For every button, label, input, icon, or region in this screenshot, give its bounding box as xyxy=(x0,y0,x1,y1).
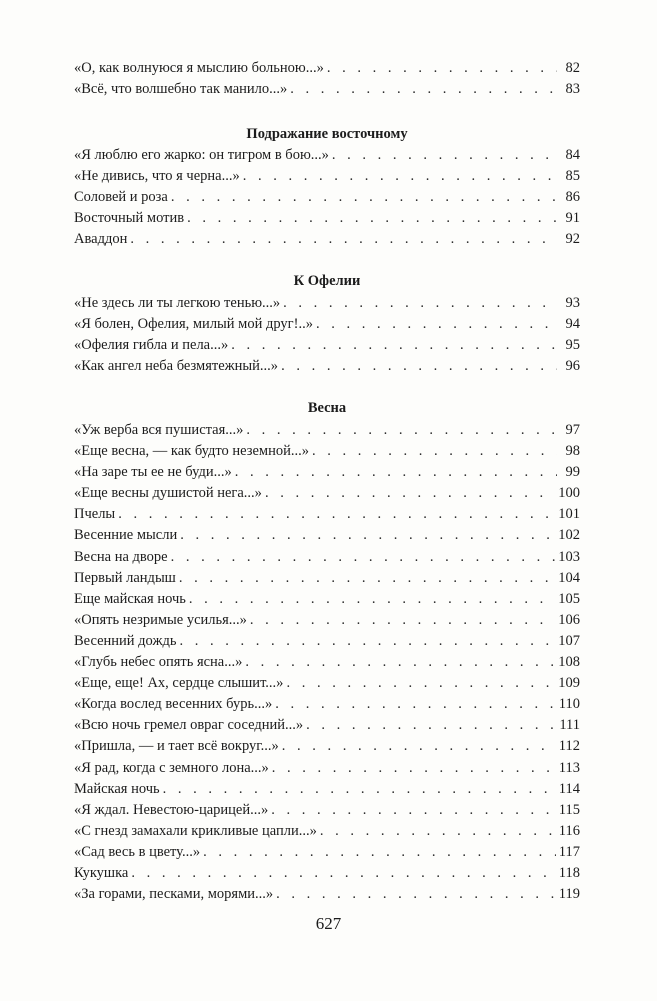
toc-entry-title: «Я рад, когда с земного лона...» xyxy=(74,759,269,776)
toc-entry-page: 113 xyxy=(558,759,580,776)
dot-leader xyxy=(171,187,557,208)
toc-entry xyxy=(74,736,580,757)
dot-leader xyxy=(250,610,555,631)
toc-entry-page: 112 xyxy=(558,738,580,755)
toc-entry-page: 92 xyxy=(565,231,580,248)
toc-entry xyxy=(74,462,580,483)
dot-leader xyxy=(180,525,555,546)
toc-entry xyxy=(74,631,580,652)
dot-leader xyxy=(265,483,555,504)
section-heading-ophelia: К Офелии xyxy=(293,273,361,289)
toc-entry xyxy=(74,145,580,166)
toc-entry-page: 105 xyxy=(558,590,580,607)
toc-entry-title: «Когда вослед весенних бурь...» xyxy=(74,696,273,713)
toc-entry xyxy=(74,58,580,79)
toc-entry xyxy=(74,800,580,821)
dot-leader xyxy=(163,779,556,800)
dot-leader xyxy=(118,504,555,525)
toc-entry-page: 114 xyxy=(558,780,580,797)
dot-leader xyxy=(231,335,557,356)
toc-entry-page: 116 xyxy=(558,822,580,839)
dot-leader xyxy=(235,462,557,483)
toc-entry-title: «Опять незримые усилья...» xyxy=(74,611,247,628)
toc-entry-title: «О, как волнуюся я мыслию больною...» xyxy=(74,60,324,76)
toc-entry-page: 104 xyxy=(558,569,580,586)
toc-entry xyxy=(74,293,580,314)
toc-entry-page: 103 xyxy=(558,548,580,565)
toc-entry-title: «Еще весны душистой нега...» xyxy=(74,485,262,502)
toc-entry xyxy=(74,821,580,842)
toc-entry-page: 86 xyxy=(565,189,580,206)
toc-entry xyxy=(74,504,580,525)
toc-block-oriental xyxy=(74,145,580,250)
dot-leader xyxy=(179,568,555,589)
dot-leader xyxy=(171,547,556,568)
toc-entry-page: 100 xyxy=(558,485,580,502)
toc-entry xyxy=(74,863,580,884)
toc-entry-page: 110 xyxy=(558,696,580,713)
toc-entry xyxy=(74,694,580,715)
toc-entry-title: «Глубь небес опять ясна...» xyxy=(74,654,243,671)
toc-entry-title: Майская ночь xyxy=(74,780,160,797)
toc-entry xyxy=(74,483,580,504)
toc-entry-title: Кукушка xyxy=(74,864,129,881)
toc-entry-page: 93 xyxy=(565,295,580,311)
toc-entry xyxy=(74,229,580,250)
toc-entry-page: 91 xyxy=(565,210,580,227)
dot-leader xyxy=(312,441,557,462)
dot-leader xyxy=(276,884,556,905)
toc-entry-page: 99 xyxy=(565,464,580,481)
toc-entry xyxy=(74,568,580,589)
toc-entry-page: 118 xyxy=(558,864,580,881)
toc-entry-page: 83 xyxy=(565,81,580,98)
toc-entry xyxy=(74,79,580,100)
toc-entry xyxy=(74,420,580,441)
toc-entry xyxy=(74,884,580,905)
toc-block-top xyxy=(74,58,580,100)
toc-entry-title: Первый ландыш xyxy=(74,569,176,586)
toc-entry-page: 111 xyxy=(559,717,580,734)
dot-leader xyxy=(131,863,555,884)
toc-entry-title: «За горами, песками, морями...» xyxy=(74,886,274,903)
toc-entry-title: «Не дивись, что я черна...» xyxy=(74,168,240,185)
toc-entry-title: Весенние мысли xyxy=(74,527,178,544)
dot-leader xyxy=(203,842,556,863)
dot-leader xyxy=(332,145,557,166)
dot-leader xyxy=(316,314,557,335)
toc-entry-page: 98 xyxy=(565,443,580,460)
toc-entry-title: «С гнезд замахали крикливые цапли...» xyxy=(74,822,317,839)
dot-leader xyxy=(272,758,556,779)
toc-entry-page: 97 xyxy=(565,422,580,438)
toc-entry xyxy=(74,779,580,800)
toc-entry-title: «Я люблю его жарко: он тигром в бою...» xyxy=(74,147,329,163)
toc-entry xyxy=(74,547,580,568)
toc-entry-title: «Всю ночь гремел овраг соседний...» xyxy=(74,717,304,734)
toc-entry-page: 101 xyxy=(558,506,580,523)
toc-entry-page: 117 xyxy=(558,843,580,860)
toc-entry xyxy=(74,187,580,208)
toc-entry-page: 106 xyxy=(558,611,580,628)
toc-entry-page: 107 xyxy=(558,632,580,649)
toc-entry-title: «Уж верба вся пушистая...» xyxy=(74,422,244,438)
toc-entry-page: 84 xyxy=(565,147,580,163)
toc-entry xyxy=(74,208,580,229)
toc-block-spring xyxy=(74,420,580,905)
toc-entry-title: «Сад весь в цвету...» xyxy=(74,843,201,860)
toc-entry xyxy=(74,842,580,863)
dot-leader xyxy=(275,694,556,715)
dot-leader xyxy=(179,631,555,652)
toc-entry-title: Пчелы xyxy=(74,506,116,523)
toc-entry-title: Восточный мотив xyxy=(74,210,185,227)
toc-entry-page: 85 xyxy=(565,168,580,185)
toc-entry-page: 96 xyxy=(565,358,580,375)
page-number: 627 xyxy=(315,914,342,933)
toc-entry-title: «Я болен, Офелия, милый мой друг!..» xyxy=(74,316,313,333)
toc-entry-page: 82 xyxy=(565,60,580,76)
toc-entry xyxy=(74,673,580,694)
toc-entry-page: 119 xyxy=(558,886,580,903)
toc-entry-title: Весенний дождь xyxy=(74,632,177,649)
toc-entry-title: «Всё, что волшебно так манило...» xyxy=(74,81,288,98)
toc-entry-title: «Еще весна, — как будто неземной...» xyxy=(74,443,309,460)
dot-leader xyxy=(286,673,555,694)
dot-leader xyxy=(283,293,557,314)
toc-entry-page: 95 xyxy=(565,337,580,354)
section-heading-oriental: Подражание восточному xyxy=(246,126,408,142)
toc-entry xyxy=(74,610,580,631)
toc-entry xyxy=(74,715,580,736)
toc-entry-page: 115 xyxy=(558,801,580,818)
dot-leader xyxy=(327,58,557,79)
toc-entry-title: «Я ждал. Невестою-царицей...» xyxy=(74,801,269,818)
toc-entry-title: «Пришла, — и тает всё вокруг...» xyxy=(74,738,279,755)
toc-entry-page: 109 xyxy=(558,675,580,692)
dot-leader xyxy=(271,800,556,821)
toc-entry xyxy=(74,758,580,779)
dot-leader xyxy=(245,652,555,673)
dot-leader xyxy=(306,715,556,736)
toc-entry xyxy=(74,166,580,187)
toc-entry-title: Аваддон xyxy=(74,231,128,248)
toc-block-ophelia xyxy=(74,293,580,377)
toc-entry xyxy=(74,441,580,462)
toc-entry-page: 102 xyxy=(558,527,580,544)
dot-leader xyxy=(290,79,557,100)
dot-leader xyxy=(189,589,555,610)
toc-entry-title: «Еще, еще! Ах, сердце слышит...» xyxy=(74,675,284,692)
dot-leader xyxy=(187,208,557,229)
toc-entry xyxy=(74,525,580,546)
toc-entry-title: Весна на дворе xyxy=(74,548,168,565)
toc-entry-title: Еще майская ночь xyxy=(74,590,186,607)
dot-leader xyxy=(243,166,557,187)
toc-entry-page: 94 xyxy=(565,316,580,333)
dot-leader xyxy=(320,821,556,842)
toc-entry xyxy=(74,335,580,356)
toc-entry xyxy=(74,589,580,610)
toc-entry-title: Соловей и роза xyxy=(74,189,168,206)
toc-entry-title: «Как ангел неба безмятежный...» xyxy=(74,358,279,375)
dot-leader xyxy=(130,229,557,250)
dot-leader xyxy=(281,356,557,377)
toc-entry-page: 108 xyxy=(558,654,580,671)
dot-leader xyxy=(246,420,557,441)
toc-entry-title: «Офелия гибла и пела...» xyxy=(74,337,229,354)
toc-entry xyxy=(74,356,580,377)
section-heading-spring: Весна xyxy=(307,400,347,416)
toc-entry xyxy=(74,652,580,673)
toc-entry xyxy=(74,314,580,335)
toc-entry-title: «На заре ты ее не буди...» xyxy=(74,464,232,481)
toc-entry-title: «Не здесь ли ты легкою тенью...» xyxy=(74,295,281,311)
dot-leader xyxy=(282,736,556,757)
